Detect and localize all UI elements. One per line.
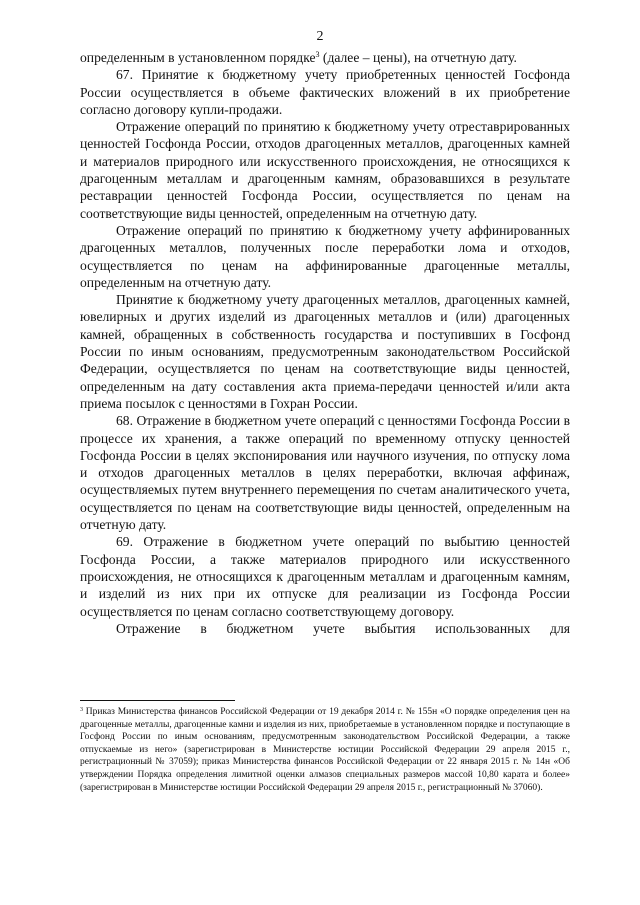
page-number: 2 <box>316 29 324 44</box>
footnote-number: 3 <box>80 707 83 713</box>
footnote <box>80 706 570 794</box>
document-body <box>80 49 570 637</box>
paragraph-69: 69. Отражение в бюджетном учете операций по выбытию ценностей Госфонда России, а также материалов природного или искусственного происхождения, не относящихся к драгоценным металлам и драгоценным камням, и изделий из них при их отпуске для реализации из Госфонда России осуществляется по ценам согласно соответствующему договору. <box>80 534 570 619</box>
footnote-text: Приказ Министерства финансов Российской Федерации от 19 декабря 2014 г. № 155н «О порядке определения цен на драгоценные металлы, драгоценные камни и изделия из них, приобретаемые в установленном порядке и поступающие в Госфонд России по иным основаниям, предусмотренным законодательством Российской Федерации, а также отпускаемые из него» (зарегистрирован в Министерстве юстиции Российской Федерации 29 апреля 2015 г., регистрационный № 37059); приказ Министерства финансов Российской Федерации от 22 января 2015 г. № 14н «Об утверждении Порядка определения лимитной оценки алмазов специальных размеров массой 10,80 карата и более» (зарегистрирован в Министерстве юстиции Российской Федерации 29 апреля 2015 г., регистрационный № 37060). <box>80 707 570 793</box>
paragraph: Принятие к бюджетному учету драгоценных металлов, драгоценных камней, ювелирных и других изделий из драгоценных металлов и (или) драгоценных камней, обращенных в собственность государства и поступивших в Госфонд России по иным основаниям, предусмотренным законодательством Российской Федерации, осуществляется по ценам на соответствующие виды ценностей, определенным на дату составления акта приема-передачи ценностей и/или акта приема посылок с ценностями в Гохран России. <box>80 292 570 411</box>
paragraph-text: определенным в установленном порядке <box>80 50 316 65</box>
paragraph-truncated: Отражение в бюджетном учете выбытия использованных для <box>116 620 570 636</box>
footnote-divider <box>80 700 235 701</box>
paragraph-continuation <box>80 49 570 66</box>
paragraph-67: 67. Принятие к бюджетному учету приобретенных ценностей Госфонда России осуществляется в объеме фактических вложений в их приобретение согласно договору купли-продажи. <box>80 67 570 117</box>
paragraph: Отражение операций по принятию к бюджетному учету отреставрированных ценностей Госфонда России, отходов драгоценных металлов, драгоценных камней и материалов природного или искусственного происхождения, не относящихся к драгоценным металлам и драгоценным камням, образовавшихся в результате реставрации ценностей Госфонда России, осуществляется по ценам на соответствующие виды ценностей, определенным на отчетную дату. <box>80 119 570 221</box>
paragraph: Отражение операций по принятию к бюджетному учету аффинированных драгоценных металлов, полученных после переработки лома и отходов, осуществляется по ценам на аффинированные драгоценные металлы, определенным на отчетную дату. <box>80 222 570 290</box>
paragraph-68: 68. Отражение в бюджетном учете операций с ценностями Госфонда России в процессе их хранения, а также операций по временному отпуску ценностей Госфонда России в целях экспонирования или научного изучения, по отпуску лома и отходов драгоценных металлов в целях переработки, включая аффинаж, осуществляемых путем внутреннего перемещения по счетам аналитического учета, осуществляется по ценам на соответствующие виды ценностей, определенным на отчетную дату. <box>80 413 570 533</box>
footnote-reference: 3 <box>315 50 320 59</box>
paragraph-text-tail: (далее – цены), на отчетную дату. <box>319 50 517 65</box>
